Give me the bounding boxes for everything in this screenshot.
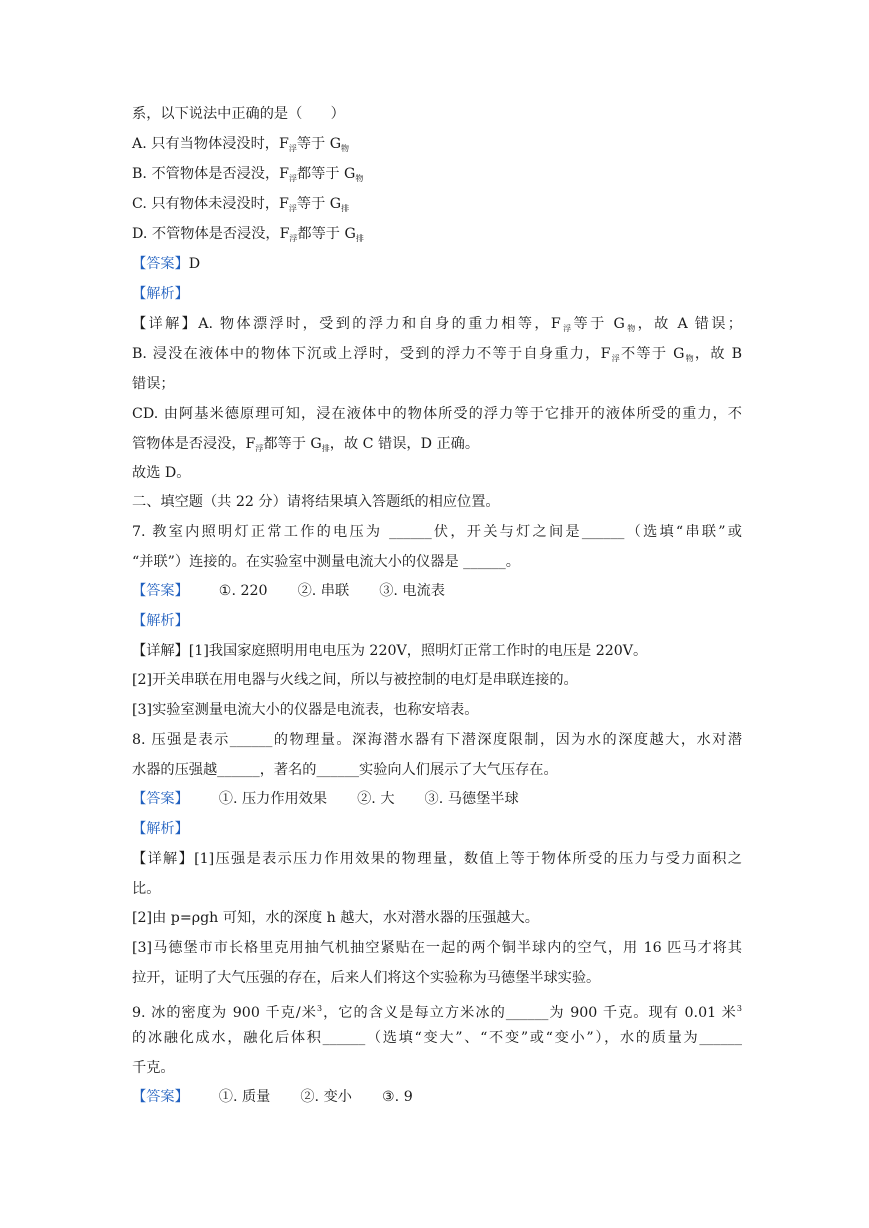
q8-stem-1: 8. 压强是表示______的物理量。深海潜水器有下潜深度限制，因为水的深度越大，水对潜 [132,732,742,748]
q6-option-a: A. 只有当物体浸没时，$F_浮$等于 $G_物$ [132,136,350,153]
q8-analysis: 【解析】 [132,821,189,837]
q8-detail-1: 【详解】[1]压强是表示压力作用效果的物理量，数值上等于物体所受的压力与受力面积之 [132,851,742,867]
q7-detail-1: 【详解】[1]我国家庭照明用电电压为 220V，照明灯正常工作时的电压是 220V。 [132,643,648,659]
q8-detail-2: 比。 [132,881,161,897]
q8-detail-4: [3]马德堡市市长格里克用抽气机抽空紧贴在一起的两个铜半球内的空气，用 16 匹马才将其 [132,940,742,956]
section-heading: 二、填空题（共 22 分）请将结果填入答题纸的相应位置。 [132,494,500,510]
q8-detail-3: [2]由 p=ρgh 可知，水的深度 h 越大，水对潜水器的压强越大。 [132,910,539,926]
q7-stem-1: 7. 教室内照明灯正常工作的电压为 ______伏，开关与灯之间是______（选填“串联”或 [132,524,742,540]
q6-detail-6: 故选 D。 [132,465,191,481]
q6-detail-3: 错误； [132,376,175,392]
q7-analysis: 【解析】 [132,613,189,629]
q6-detail-5: 管物体是否浸没，$F_浮$都等于 $G_排$，故 C 错误，D 正确。 [132,436,480,453]
q6-detail-4: CD. 由阿基米德原理可知，浸在液体中的物体所受的浮力等于它排开的液体所受的重力，不 [132,406,742,422]
q9-stem-3: 千克。 [132,1060,175,1076]
q6-stem: 系，以下说法中正确的是（ ） [132,106,345,122]
q7-detail-2: [2]开关串联在用电器与火线之间，所以与被控制的电灯是串联连接的。 [132,672,578,688]
q6-option-d: D. 不管物体是否浸没，$F_浮$都等于 $G_排$ [132,226,364,243]
q8-stem-2: 水器的压强越______，著名的______实验向人们展示了大气压存在。 [132,762,558,778]
q9-answer: 【答案】 ①. 质量 ②. 变小 ③. 9 [132,1089,413,1105]
q8-detail-5: 拉开，证明了大气压强的存在，后来人们将这个实验称为马德堡半球实验。 [132,970,601,986]
q6-detail-1: 【详解】A. 物体漂浮时，受到的浮力和自身的重力相等，$F_浮$等于 $G_物$，故 A 错误； [132,316,742,333]
q9-stem-1: 9. 冰的密度为 900 千克/米$^3$，它的含义是每立方米冰的______为 900 千克。现有 0.01 米$^3$ [132,1004,742,1021]
q7-detail-3: [3]实验室测量电流大小的仪器是电流表，也称安培表。 [132,702,479,718]
q6-option-c: C. 只有物体未浸没时，$F_浮$等于 $G_排$ [132,196,350,213]
q6-detail-2: B. 浸没在液体中的物体下沉或上浮时，受到的浮力不等于自身重力，$F_浮$不等于 $G_物$，故 B [132,346,743,363]
answer-label: 【答案】 [132,256,189,272]
answer-value: D [188,256,201,272]
q7-stem-2: “并联”）连接的。在实验室中测量电流大小的仪器是 ______。 [132,554,520,570]
q6-analysis: 【解析】 [132,286,189,302]
q6-option-b: B. 不管物体是否浸没，$F_浮$都等于 $G_物$ [132,166,364,183]
q9-stem-2: 的冰融化成水，融化后体积______（选填“变大”、“不变”或“变小”），水的质量为______ [132,1030,742,1046]
q8-answer: 【答案】 ①. 压力作用效果 ②. 大 ③. 马德堡半球 [132,791,519,807]
q7-answer: 【答案】 ①. 220 ②. 串联 ③. 电流表 [132,583,445,599]
q6-answer [132,254,742,274]
